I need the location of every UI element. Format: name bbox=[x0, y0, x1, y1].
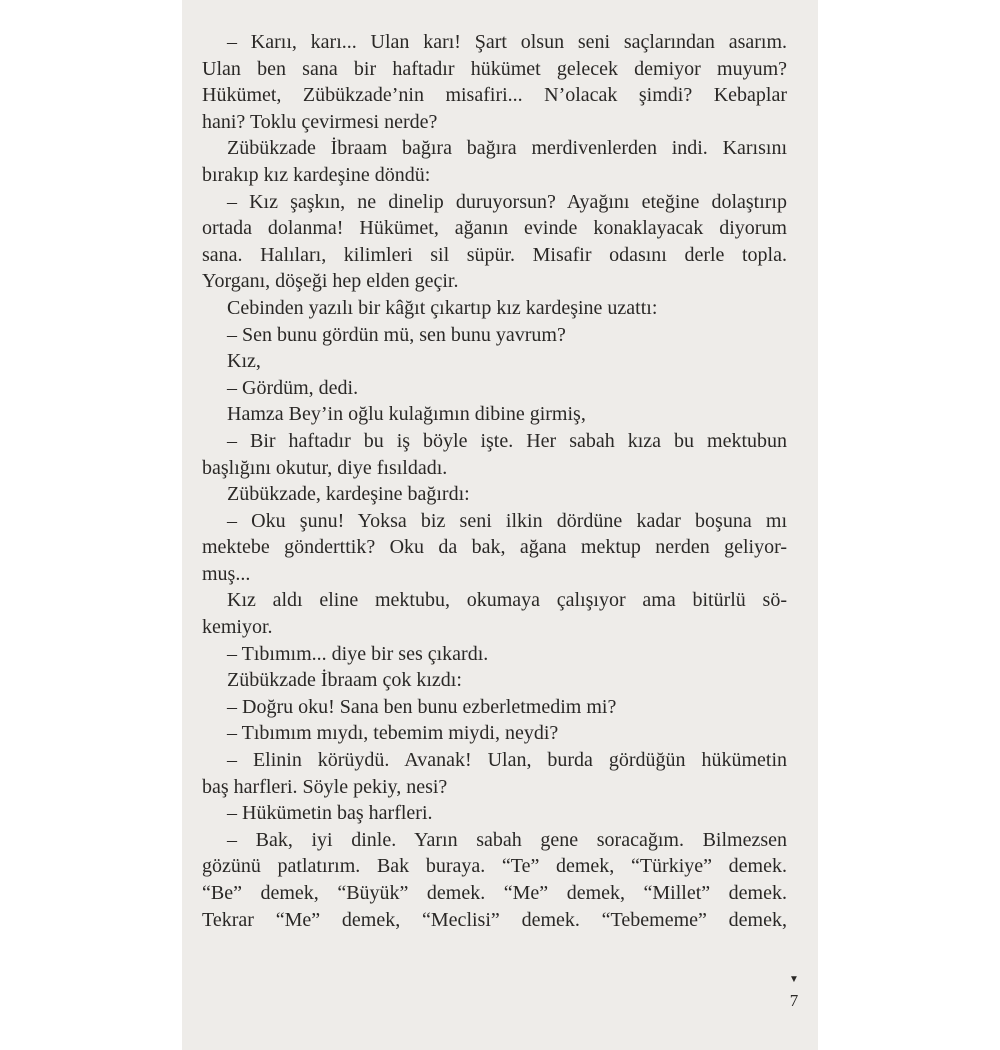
text-line: – Sen bunu gördün mü, sen bunu yavrum? bbox=[227, 323, 566, 346]
text-line: – Tıbımım mıydı, tebemim miydi, neydi? bbox=[227, 722, 559, 745]
text-line: Yorganı, döşeği hep elden geçir. bbox=[202, 270, 459, 293]
text-line: Cebinden yazılı bir kâğıt çıkartıp kız kardeşine uzattı: bbox=[227, 296, 658, 319]
text-line: ortada dolanma! Hükümet, ağanın evinde konaklayacak diyorum bbox=[202, 217, 787, 240]
text-line: başlığını okutur, diye fısıldadı. bbox=[202, 456, 448, 479]
text-line: Tekrar “Me” demek, “Meclisi” demek. “Tebememe” demek, bbox=[202, 908, 787, 931]
text-line: – Karıı, karı... Ulan karı! Şart olsun seni saçlarından asarım. bbox=[227, 31, 787, 53]
text-line: Hükümet, Zübükzade’nin misafiri... N’olacak şimdi? Kebaplar bbox=[202, 84, 787, 107]
text-line: – Kız şaşkın, ne dinelip duruyorsun? Ayağını eteğine dolaştırıp bbox=[227, 190, 787, 213]
page-number: 7 bbox=[789, 991, 799, 1010]
body-text bbox=[202, 29, 787, 933]
text-line: – Bir haftadır bu iş böyle işte. Her sabah kıza bu mektubun bbox=[227, 429, 787, 452]
text-line: “Be” demek, “Büyük” demek. “Me” demek, “Millet” demek. bbox=[202, 882, 787, 904]
page-footer bbox=[784, 974, 804, 1012]
text-line: muş... bbox=[202, 562, 251, 585]
text-line: – Tıbımım... diye bir ses çıkardı. bbox=[227, 642, 489, 665]
text-line: kemiyor. bbox=[202, 616, 273, 639]
text-line: Hamza Bey’in oğlu kulağımın dibine girmiş, bbox=[227, 403, 586, 426]
text-line: – Gördüm, dedi. bbox=[227, 376, 359, 399]
text-line: hani? Toklu çevirmesi nerde? bbox=[202, 110, 438, 133]
book-page bbox=[182, 0, 818, 1050]
text-line: Kız, bbox=[227, 350, 261, 373]
text-line: Zübükzade İbraam çok kızdı: bbox=[227, 669, 462, 692]
text-line: Ulan ben sana bir haftadır hükümet gelecek demiyor muyum? bbox=[202, 57, 787, 80]
text-line: – Bak, iyi dinle. Yarın sabah gene soracağım. Bilmezsen bbox=[227, 828, 787, 851]
text-line: – Hükümetin baş harfleri. bbox=[227, 802, 433, 825]
text-line: gözünü patlatırım. Bak buraya. “Te” demek, “Türkiye” demek. bbox=[202, 855, 787, 878]
text-line: Zübükzade İbraam bağıra bağıra merdivenlerden indi. Karısını bbox=[227, 137, 787, 160]
text-line: – Doğru oku! Sana ben bunu ezberletmedim mi? bbox=[227, 695, 617, 718]
text-line: bırakıp kız kardeşine döndü: bbox=[202, 163, 431, 186]
text-line: Zübükzade, kardeşine bağırdı: bbox=[227, 483, 470, 506]
text-line: mektebe gönderttik? Oku da bak, ağana mektup nerden geliyor- bbox=[202, 536, 787, 559]
text-line: sana. Halıları, kilimleri sil süpür. Misafir odasını derle topla. bbox=[202, 243, 787, 266]
text-line: Kız aldı eline mektubu, okumaya çalışıyor ama bitürlü sö- bbox=[227, 589, 787, 612]
text-line: – Elinin körüydü. Avanak! Ulan, burda gördüğün hükümetin bbox=[227, 749, 787, 772]
text-line: – Oku şunu! Yoksa biz seni ilkin dördüne kadar boşuna mı bbox=[227, 509, 787, 532]
page-marker-triangle: ▼ bbox=[789, 974, 799, 985]
text-line: baş harfleri. Söyle pekiy, nesi? bbox=[202, 775, 448, 798]
